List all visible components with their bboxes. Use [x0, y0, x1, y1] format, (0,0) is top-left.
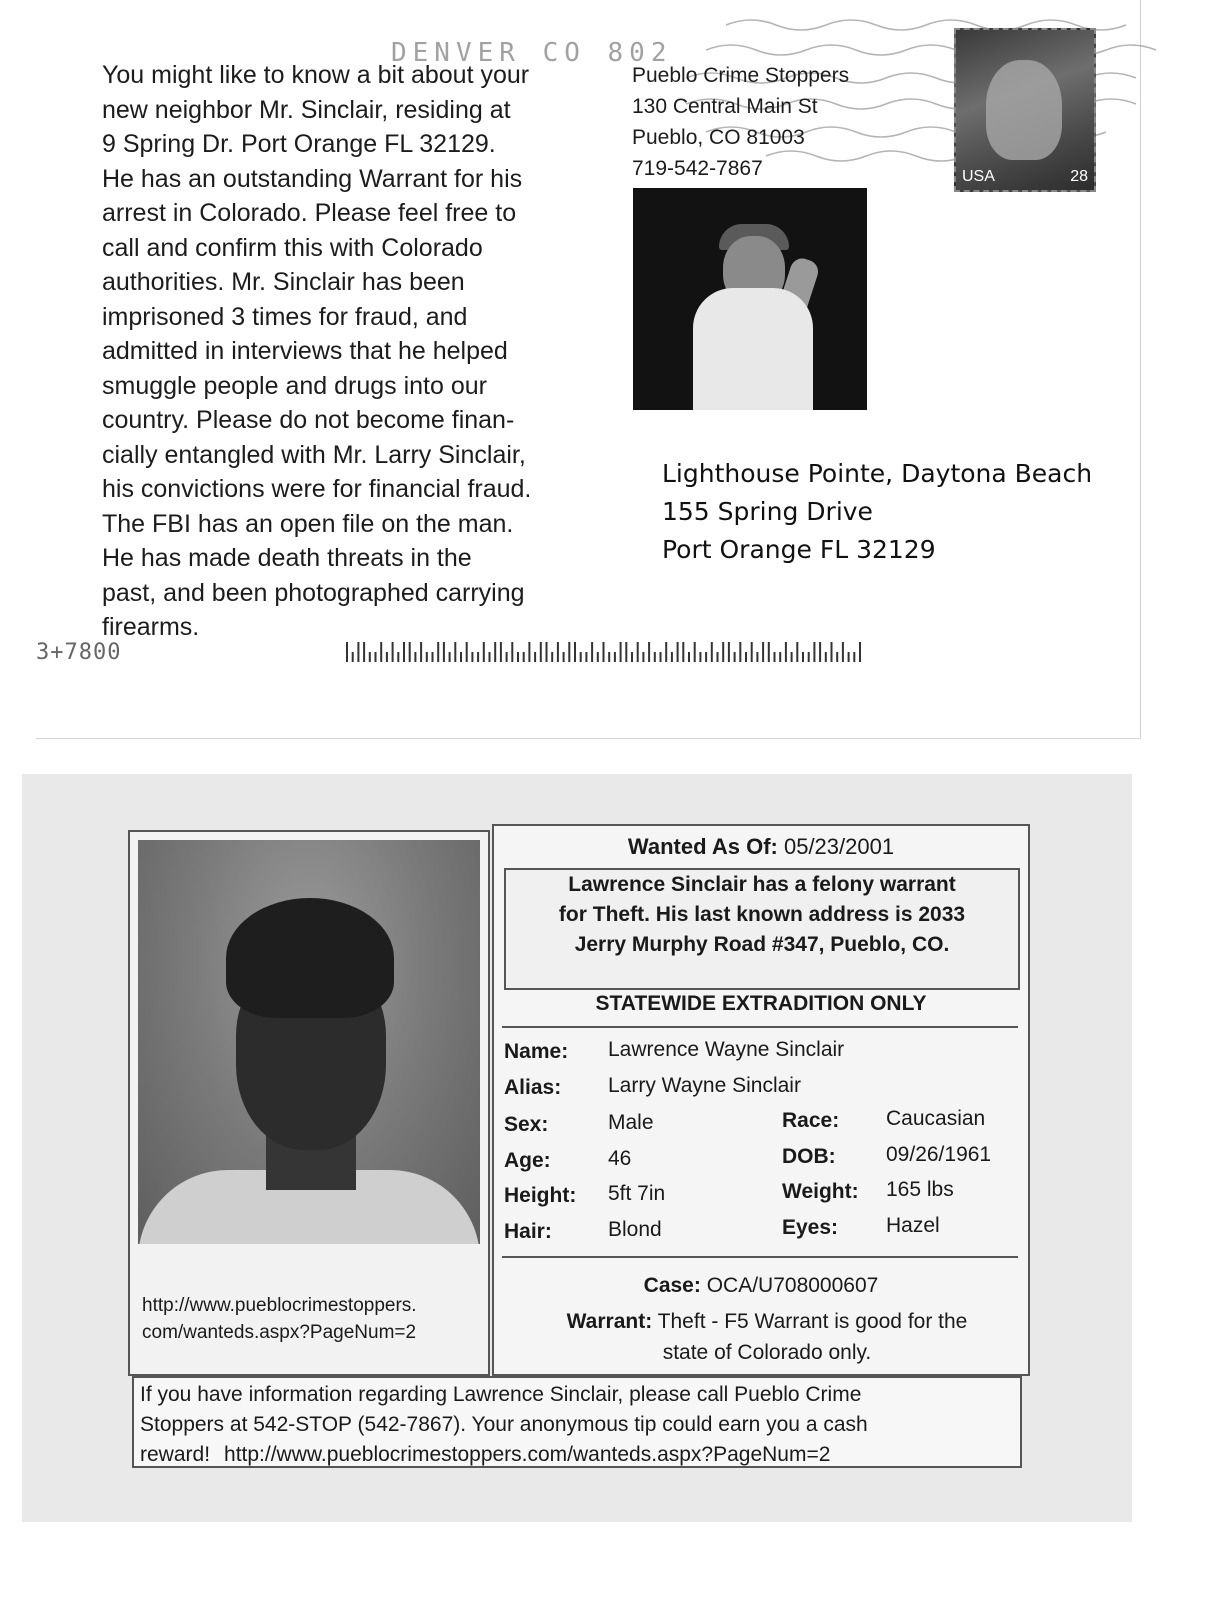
footer-line1: If you have information regarding Lawrence Sinclair, please call Pueblo Crime	[140, 1383, 862, 1406]
barcode-bar	[534, 652, 536, 662]
barcode-bar	[597, 652, 599, 662]
height-value: 5ft 7in	[608, 1182, 666, 1205]
return-address-city: Pueblo, CO 81003	[632, 126, 805, 149]
barcode-bar	[699, 652, 701, 662]
barcode-bar	[380, 642, 382, 662]
barcode-bar	[682, 642, 684, 662]
barcode-bar	[369, 652, 371, 662]
return-address-name: Pueblo Crime Stoppers	[632, 64, 850, 87]
barcode-bar	[751, 642, 753, 662]
stamp-denomination: 28	[1070, 168, 1088, 185]
barcode-bar	[591, 642, 593, 662]
mugshot-hair	[226, 898, 394, 1018]
barcode-bar	[460, 652, 462, 662]
photo-source-url[interactable]	[142, 1292, 482, 1346]
height-label: Height:	[504, 1184, 577, 1207]
barcode-bar	[642, 652, 644, 662]
case-label: Case:	[643, 1274, 701, 1297]
return-address-phone: 719-542-7867	[632, 157, 763, 180]
barcode-bar	[528, 642, 530, 662]
footer-url-link[interactable]: http://www.pueblocrimestoppers.com/wanteds.aspx?PageNum=2	[224, 1443, 831, 1466]
message-line: 9 Spring Dr. Port Orange FL 32129.	[102, 130, 496, 158]
barcode-bar	[813, 642, 815, 662]
barcode-bar	[842, 642, 844, 662]
barcode-bar	[517, 652, 519, 662]
barcode-bar	[859, 642, 861, 662]
barcode-bar	[511, 642, 513, 662]
barcode-bar	[671, 652, 673, 662]
barcode-bar	[808, 652, 810, 662]
message-line: imprisoned 3 times for fraud, and	[102, 302, 468, 331]
barcode-bar	[756, 652, 758, 662]
message-line: firearms.	[102, 613, 200, 641]
message-line: call and confirm this with Colorado	[102, 233, 483, 262]
barcode-bar	[352, 652, 354, 662]
message-line: smuggle people and drugs into our	[102, 371, 487, 400]
message-line: He has an outstanding Warrant for his	[102, 164, 523, 193]
sex-label: Sex:	[504, 1113, 549, 1136]
barcode-bar	[796, 642, 798, 662]
barcode-bar	[403, 642, 405, 662]
race-label: Race:	[782, 1109, 840, 1132]
barcode-bar	[785, 642, 787, 662]
delivery-address-line2: 155 Spring Drive	[662, 497, 873, 526]
barcode-bar	[717, 652, 719, 662]
barcode-bar	[437, 642, 439, 662]
barcode-bar	[734, 652, 736, 662]
shirt-shape	[693, 288, 813, 410]
weight-value: 165 lbs	[886, 1178, 954, 1201]
dob-value: 09/26/1961	[886, 1143, 992, 1166]
message-line: cially entangled with Mr. Larry Sinclair,	[102, 440, 526, 469]
barcode-bar	[791, 652, 793, 662]
barcode-bar	[774, 652, 776, 662]
weight-label: Weight:	[782, 1180, 859, 1203]
stamp-country: USA	[962, 168, 995, 185]
barcode-bar	[739, 642, 741, 662]
barcode-bar	[825, 652, 827, 662]
barcode-bar	[779, 652, 781, 662]
message-line: past, and been photographed carrying	[102, 578, 525, 607]
message-line: his convictions were for financial fraud.	[102, 475, 532, 503]
delivery-address-line1: Lighthouse Pointe, Daytona Beach	[662, 459, 1093, 488]
suspect-photo-small	[633, 188, 867, 410]
barcode-bar	[454, 642, 456, 662]
barcode-bar	[660, 652, 662, 662]
barcode-bar	[546, 642, 548, 662]
barcode-bar	[426, 652, 428, 662]
wanted-as-of	[494, 834, 1028, 860]
message-line: authorities. Mr. Sinclair has been	[102, 268, 465, 296]
barcode-bar	[608, 652, 610, 662]
message-line: arrest in Colorado. Please feel free to	[102, 199, 517, 227]
postage-stamp	[954, 28, 1096, 192]
summary-line: Lawrence Sinclair has a felony warrant	[568, 873, 956, 896]
wanted-as-of-label: Wanted As Of:	[627, 834, 778, 859]
warrant-label: Warrant:	[566, 1310, 653, 1333]
barcode-bar	[449, 652, 451, 662]
barcode-bar	[414, 652, 416, 662]
dob-label: DOB:	[782, 1145, 836, 1168]
return-address	[632, 60, 849, 184]
barcode-bar	[506, 652, 508, 662]
return-address-street: 130 Central Main St	[632, 95, 818, 118]
message-line: country. Please do not become finan-	[102, 406, 515, 434]
barcode-bar	[853, 652, 855, 662]
barcode-bar	[580, 652, 582, 662]
barcode-bar	[585, 652, 587, 662]
barcode-bar	[614, 652, 616, 662]
barcode-bar	[563, 652, 565, 662]
barcode-bar	[705, 652, 707, 662]
barcode-bar	[637, 642, 639, 662]
barcode-bar	[397, 652, 399, 662]
barcode-bar	[420, 642, 422, 662]
tip-contact-box	[132, 1376, 1022, 1468]
barcode-bar	[357, 642, 359, 662]
barcode-bar	[722, 642, 724, 662]
barcode-bar	[711, 642, 713, 662]
barcode-bar	[574, 642, 576, 662]
barcode-bar	[654, 652, 656, 662]
warrant-value-line1: Theft - F5 Warrant is good for the	[657, 1310, 968, 1333]
barcode-bar	[500, 642, 502, 662]
barcode-bar	[762, 642, 764, 662]
barcode-bar	[494, 642, 496, 662]
mugshot-panel	[128, 830, 490, 1376]
eyes-label: Eyes:	[782, 1216, 839, 1239]
wanted-as-of-value: 05/23/2001	[783, 834, 895, 859]
barcode-bar	[688, 652, 690, 662]
extradition-notice: STATEWIDE EXTRADITION ONLY	[595, 992, 927, 1015]
message-line: You might like to know a bit about your	[102, 61, 530, 89]
case-number	[494, 1274, 1028, 1298]
barcode-bar	[466, 642, 468, 662]
barcode-bar	[694, 642, 696, 662]
barcode-bar	[819, 642, 821, 662]
warning-message	[102, 58, 602, 645]
footer-reward-text: reward!	[140, 1443, 211, 1466]
message-line: admitted in interviews that he helped	[102, 337, 508, 365]
postcard-back	[36, 0, 1141, 739]
barcode-bar	[745, 652, 747, 662]
postal-sort-code: 3+7800	[36, 640, 122, 665]
barcode-bar	[648, 642, 650, 662]
mugshot-photo	[138, 840, 480, 1244]
delivery-address-line3: Port Orange FL 32129	[662, 535, 936, 564]
barcode-bar	[551, 652, 553, 662]
barcode-bar	[386, 652, 388, 662]
message-line: new neighbor Mr. Sinclair, residing at	[102, 95, 511, 124]
wanted-poster-card	[22, 774, 1132, 1522]
warrant-details	[522, 1306, 1012, 1368]
sex-value: Male	[608, 1111, 654, 1134]
barcode-bar	[677, 642, 679, 662]
postal-barcode	[342, 636, 872, 666]
barcode-bar	[443, 642, 445, 662]
barcode-bar	[477, 652, 479, 662]
barcode-bar	[620, 642, 622, 662]
delivery-address	[662, 455, 1092, 569]
alias-value: Larry Wayne Sinclair	[608, 1074, 801, 1097]
barcode-bar	[665, 642, 667, 662]
barcode-bar	[802, 652, 804, 662]
name-value: Lawrence Wayne Sinclair	[608, 1038, 845, 1061]
barcode-bar	[392, 642, 394, 662]
barcode-bar	[432, 652, 434, 662]
barcode-bar	[375, 652, 377, 662]
warrant-value-line2: state of Colorado only.	[662, 1341, 872, 1364]
barcode-bar	[346, 642, 348, 662]
message-line: He has made death threats in the	[102, 544, 472, 572]
barcode-bar	[728, 642, 730, 662]
barcode-bar	[631, 652, 633, 662]
summary-line: Jerry Murphy Road #347, Pueblo, CO.	[574, 933, 950, 956]
warrant-summary	[504, 868, 1020, 990]
divider	[502, 1256, 1018, 1258]
barcode-bar	[768, 642, 770, 662]
barcode-bar	[540, 642, 542, 662]
barcode-bar	[831, 642, 833, 662]
case-value: OCA/U708000607	[706, 1274, 879, 1297]
barcode-bar	[483, 642, 485, 662]
race-value: Caucasian	[886, 1107, 986, 1130]
barcode-bar	[836, 652, 838, 662]
hair-value: Blond	[608, 1218, 662, 1241]
eyes-value: Hazel	[886, 1214, 940, 1237]
wanted-info-panel	[492, 824, 1030, 1376]
message-line: The FBI has an open file on the man.	[102, 509, 514, 538]
barcode-bar	[848, 652, 850, 662]
barcode-bar	[523, 652, 525, 662]
barcode-bar	[625, 642, 627, 662]
barcode-bar	[557, 642, 559, 662]
barcode-bar	[471, 652, 473, 662]
divider	[502, 1026, 1018, 1028]
summary-line: for Theft. His last known address is 2033	[558, 903, 966, 926]
hair-label: Hair:	[504, 1220, 552, 1243]
barcode-bar	[489, 652, 491, 662]
name-label: Name:	[504, 1040, 569, 1063]
barcode-bar	[568, 642, 570, 662]
barcode-bar	[409, 642, 411, 662]
age-label: Age:	[504, 1149, 551, 1172]
photo-url-line1: http://www.pueblocrimestoppers.	[142, 1295, 417, 1316]
alias-label: Alias:	[504, 1076, 562, 1099]
footer-line2: Stoppers at 542-STOP (542-7867). Your anonymous tip could earn you a cash	[140, 1413, 868, 1436]
barcode-bar	[603, 642, 605, 662]
photo-url-line2: com/wanteds.aspx?PageNum=2	[142, 1322, 417, 1343]
barcode-bar	[363, 642, 365, 662]
age-value: 46	[608, 1147, 632, 1170]
wanted-poster	[128, 830, 1058, 1470]
polar-bear-image	[986, 60, 1062, 160]
postmark-city: DENVER CO 802	[391, 38, 673, 68]
